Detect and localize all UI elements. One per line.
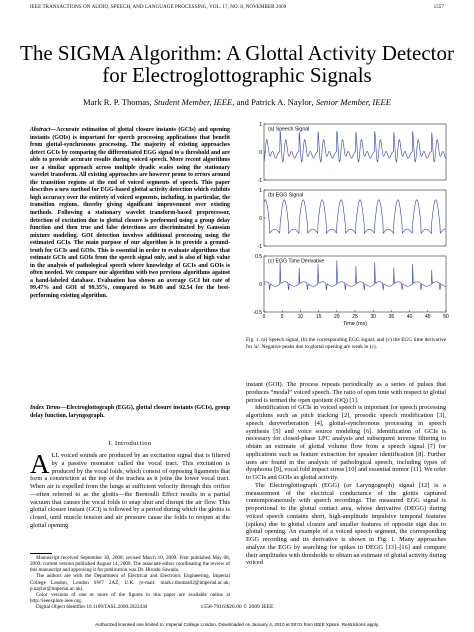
- xtick-label: 0: [262, 314, 266, 320]
- panel-1-ytick-label: 1: [259, 122, 262, 128]
- xtick-label: 45: [425, 314, 431, 320]
- panel-2-waveform: [264, 200, 446, 234]
- figure-caption: Fig. 1. (a) Speech signal, (b) the corresponding EGG signal, and (c) the EGG time derivative for /a/. Negative peaks due to glottal opening are weak in (c).: [246, 337, 446, 350]
- panel-2-label: (b) EGG Signal: [268, 192, 304, 199]
- paper-title: [20, 42, 454, 86]
- xtick-label: 20: [334, 314, 340, 320]
- author-1-role: , Student Member, IEEE,: [149, 97, 235, 107]
- panel-1-ytick-label: -1: [257, 177, 262, 184]
- panel-1-ytick-label: 0: [259, 149, 262, 156]
- journal-line: IEEE TRANSACTIONS ON AUDIO, SPEECH, AND LANGUAGE PROCESSING, VOL. 17, NO. 8, NOVEMBER 2009: [30, 5, 287, 10]
- paragraph-gci-apps: Identification of GCIs in voiced speech is important for speech processing algorithms such as pitch tracking [2], prosodic speech modification [3], speech dereverberation [4], glottal-synchronous processing in speech synthesis [5] and voice source modeling [6]. Identification of GCIs is necessary for closed-phase LPC analysis and subsequent inverse filtering to obtain an estimate of glottal volume flow from a speech signal [7] for applications such as feature extraction for speaker identification [8]. Further uses are found in the analysis of pathological speech, including types of dysphonia [9], vocal fold impact stress [10] and essential tremor [11]. We refer to GCIs and GOIs as glottal activity.: [246, 404, 446, 481]
- panel-3-ytick-label: 0: [259, 281, 262, 288]
- xtick-label: 50: [443, 314, 449, 320]
- author-line: [20, 97, 454, 107]
- panel-2-ytick-label: 1: [259, 187, 262, 194]
- panel-3-waveform: [264, 260, 446, 290]
- right-column-text: [246, 381, 446, 567]
- footnote-manuscript: Manuscript received September 30, 2008; revised March 10, 2009. First published May 08, 2009; current version published August 14, 2009. The associate editor coordinating the review of this manuscript and approving it for publication was Dr. Hiroshi Sawada.: [30, 555, 230, 574]
- panel-3-ytick-label: -0.5: [253, 309, 262, 316]
- issn-footer: 1558-7916/$26.00 © 2009 IEEE: [200, 604, 274, 610]
- title-line-2: for Electroglottographic Signals: [102, 63, 372, 87]
- footnote-color: Color versions of one or more of the figures in this paper are available online at http://ieeexplore.ieee.org.: [30, 591, 230, 605]
- figure-1: [242, 122, 450, 334]
- abstract: [30, 127, 230, 301]
- footnotes: [30, 555, 230, 610]
- paragraph-goi: instant (GOI). The process repeats periodically as a series of pulses that produces “modal” voiced speech. The ratio of open time with respect to glottal period is termed the open quotient (OQ) [1].: [246, 381, 446, 404]
- xtick-label: 30: [370, 314, 376, 320]
- drop-cap: A: [30, 449, 50, 479]
- index-terms-label: Index Terms: [30, 405, 61, 411]
- title-line-1: The SIGMA Algorithm: A Glottal Activity Detector: [20, 41, 454, 65]
- panel-1-label: (a) Speech Signal: [268, 126, 310, 133]
- page-number: 1557: [433, 5, 444, 10]
- author-2-role: , Senior Member, IEEE: [311, 97, 391, 107]
- xtick-label: 5: [280, 314, 284, 320]
- abstract-text: —Accurate estimation of glottal closure instants (GCIs) and opening instants (GOIs) is important for speech processing applications that benefit from glottal-synchronous processing. The majority of existing approaches detect GCIs by comparing the differentiated EGG signal to a threshold and are able to provide accurate results during voiced speech. More recent algorithms use a similar approach across multiple dyadic scales using the stationary wavelet transform. All existing approaches are however prone to errors around the transition regions at the end of voiced segments of speech. This paper describes a new method for EGG-based glottal activity detection which exhibits high accuracy over the entirety of voiced segments, including, in particular, the transition regions, thereby giving significant improvement over existing methods. Following a stationary wavelet transform-based preprocessor, detection of excitation due to glottal closure is performed using a group delay function and then true and false detections are discriminated by Gaussian mixture modeling. GOI detection involves additional processing using the estimated GCIs. The main purpose of our algorithm is to provide a ground-truth for GCIs and GOIs. This is essential in order to evaluate algorithms that estimate GCIs and GOIs from the speech signal only, and is also of high value in the analysis of pathological speech where knowledge of GCIs and GOIs is often needed. We compare our algorithm with two previous algorithms against a hand-labeled database. Evaluation has shown an average GCI hit rate of 99.47% and GOI of 99.35%, compared to 96.08 and 92.54 for the best-performing existing algorithm.: [30, 127, 230, 300]
- license-notice: Authorized licensed use limited to: Imperial College London. Downloaded on January 4, 2010 at 08:01 from IEEE Xplore. Restrictions apply.: [95, 622, 379, 627]
- intro-text: LL voiced sounds are produced by an excitation signal that is filtered by a passive resonator called the vocal tract. This excitation is produced by the vocal folds, which consist of opposing ligaments that form a constriction at the top of the trachea as it joins the lower vocal tract. When air is expelled from the lungs at sufficient velocity through this orifice—often referred to as the glottis—the Bernoulli Effect results in a partial vacuum that causes the vocal folds to snap shut and disrupt the air flow. This glottal closure instant (GCI) is followed by a period during which the glottis is closed, until muscle tension and air pressure cause the folds to reopen at the glottal opening: [30, 452, 230, 529]
- xtick-label: 35: [388, 314, 395, 320]
- author-1: Mark R. P. Thomas: [83, 97, 150, 107]
- intro-paragraph: [30, 449, 230, 530]
- x-axis-label: Time (ms): [342, 321, 368, 327]
- panel-2-ytick-label: -1: [257, 243, 262, 250]
- panel-3-label: (c) EGG Time Derivative: [268, 258, 325, 265]
- panel-1-waveform: [264, 131, 446, 162]
- paragraph-egg: The Electroglottograph (EGG) (or Laryngograph) signal [12] is a measurement of the electrical conductance of the glottis captured contemporaneously with speech recordings. The measured EGG signal is proportional to the glottal contact area, whose derivative (DEGG) during voiced speech contains short, high-amplitude impulsive temporal features (spikes) due to glottal closure and smaller features of opposite sign due to glottal opening. An example of a voiced speech segment, the corresponding EGG recording and its derivative is shown in Fig. 1. Many approaches analyze the EGG by searching for spikes in DEGG [13]–[16] and compare their amplitudes with thresholds to obtain an estimate of glottal activity during voiced: [246, 481, 446, 567]
- panel-3-ytick-label: 0.5: [255, 253, 262, 260]
- footnote-rule: [30, 553, 52, 554]
- index-terms-text: —Electroglottograph (EGG), glottal closure instants (GCIs), group delay function, laryngograph.: [30, 405, 230, 419]
- index-terms: [30, 405, 230, 420]
- panel-2-ytick-label: 0: [259, 215, 262, 222]
- footnote-affiliation: The authors are with the Department of Electrical and Electronic Engineering, Imperial College London, London SW7 2AZ, U.K. (e-mail: mark.r.thomas02@imperial.ac.uk; p.naylor@imperial.ac.uk).: [30, 573, 230, 592]
- abstract-label: Abstract: [30, 127, 51, 133]
- author-2: and Patrick A. Naylor: [234, 97, 312, 107]
- footnote-doi: Digital Object Identifier 10.1109/TASL.2009.2022430: [36, 604, 148, 611]
- section-heading: I. Introduction: [108, 440, 152, 447]
- xtick-label: 40: [406, 314, 413, 320]
- running-header: [30, 5, 444, 10]
- xtick-label: 10: [297, 314, 304, 320]
- xtick-label: 25: [352, 314, 358, 320]
- xtick-label: 15: [315, 314, 322, 320]
